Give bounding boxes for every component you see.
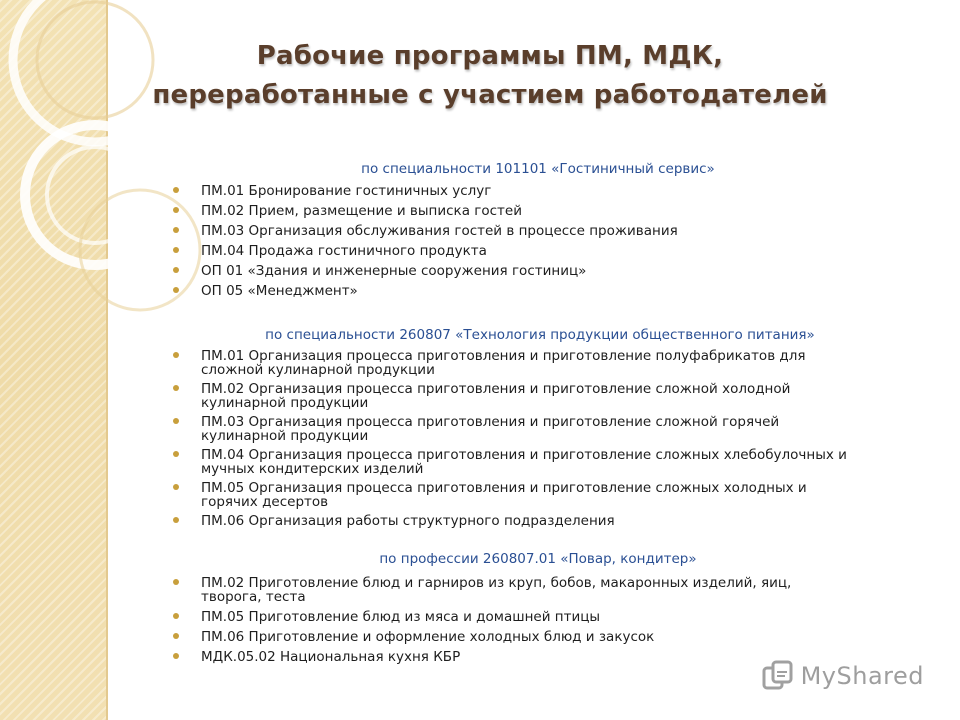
watermark-text: MyShared — [800, 662, 924, 690]
list-item: ПМ.05 Организация процесса приготовления и приготовление сложных холодных и горячих десертов — [173, 481, 847, 509]
list-hotel-service — [173, 184, 678, 298]
list-item: ОП 05 «Менеджмент» — [173, 284, 678, 298]
bullet-icon — [173, 451, 179, 457]
list-item: ПМ.06 Организация работы структурного подразделения — [173, 514, 847, 528]
list-item: ПМ.04 Продажа гостиничного продукта — [173, 244, 678, 258]
bullet-icon — [173, 267, 179, 273]
section-heading-catering-technology: по специальности 260807 «Технология продукции общественного питания» — [265, 327, 815, 343]
bullet-icon — [173, 517, 179, 523]
list-item: ПМ.06 Приготовление и оформление холодных блюд и закусок — [173, 630, 791, 644]
bullet-icon — [173, 418, 179, 424]
bullet-icon — [173, 385, 179, 391]
bullet-icon — [173, 352, 179, 358]
list-item: ПМ.01 Бронирование гостиничных услуг — [173, 184, 678, 198]
bullet-icon — [173, 287, 179, 293]
section-heading-cook-confectioner: по профессии 260807.01 «Повар, кондитер» — [379, 551, 697, 567]
page-title-line-1: Рабочие программы ПМ, МДК, — [256, 41, 724, 71]
bullet-icon — [173, 227, 179, 233]
bullet-icon — [173, 484, 179, 490]
bullet-icon — [173, 633, 179, 639]
list-item: ПМ.05 Приготовление блюд из мяса и домашней птицы — [173, 610, 791, 624]
list-item: ПМ.04 Организация процесса приготовления и приготовление сложных хлебобулочных и мучных кондитерских изделий — [173, 448, 847, 476]
list-item: ПМ.02 Приготовление блюд и гарниров из круп, бобов, макаронных изделий, яиц, творога, теста — [173, 576, 791, 604]
myshared-watermark — [761, 656, 924, 696]
list-item: ПМ.03 Организация процесса приготовления и приготовление сложной горячей кулинарной продукции — [173, 415, 847, 443]
myshared-logo-icon — [761, 659, 795, 693]
list-item: ПМ.02 Прием, размещение и выписка гостей — [173, 204, 678, 218]
list-item: МДК.05.02 Национальная кухня КБР — [173, 650, 791, 664]
bullet-icon — [173, 579, 179, 585]
list-cook-confectioner — [173, 576, 791, 664]
bullet-icon — [173, 613, 179, 619]
bullet-icon — [173, 207, 179, 213]
section-heading-hotel-service: по специальности 101101 «Гостиничный сервис» — [361, 161, 715, 177]
bullet-icon — [173, 653, 179, 659]
bullet-icon — [173, 187, 179, 193]
page-title-line-2: переработанные с участием работодателей — [152, 80, 828, 110]
list-item: ПМ.03 Организация обслуживания гостей в процессе проживания — [173, 224, 678, 238]
list-item: ПМ.02 Организация процесса приготовления и приготовление сложной холодной кулинарной продукции — [173, 382, 847, 410]
list-catering-technology — [173, 349, 847, 528]
list-item: ОП 01 «Здания и инженерные сооружения гостиниц» — [173, 264, 678, 278]
list-item: ПМ.01 Организация процесса приготовления и приготовление полуфабрикатов для сложной кулинарной продукции — [173, 349, 847, 377]
bullet-icon — [173, 247, 179, 253]
